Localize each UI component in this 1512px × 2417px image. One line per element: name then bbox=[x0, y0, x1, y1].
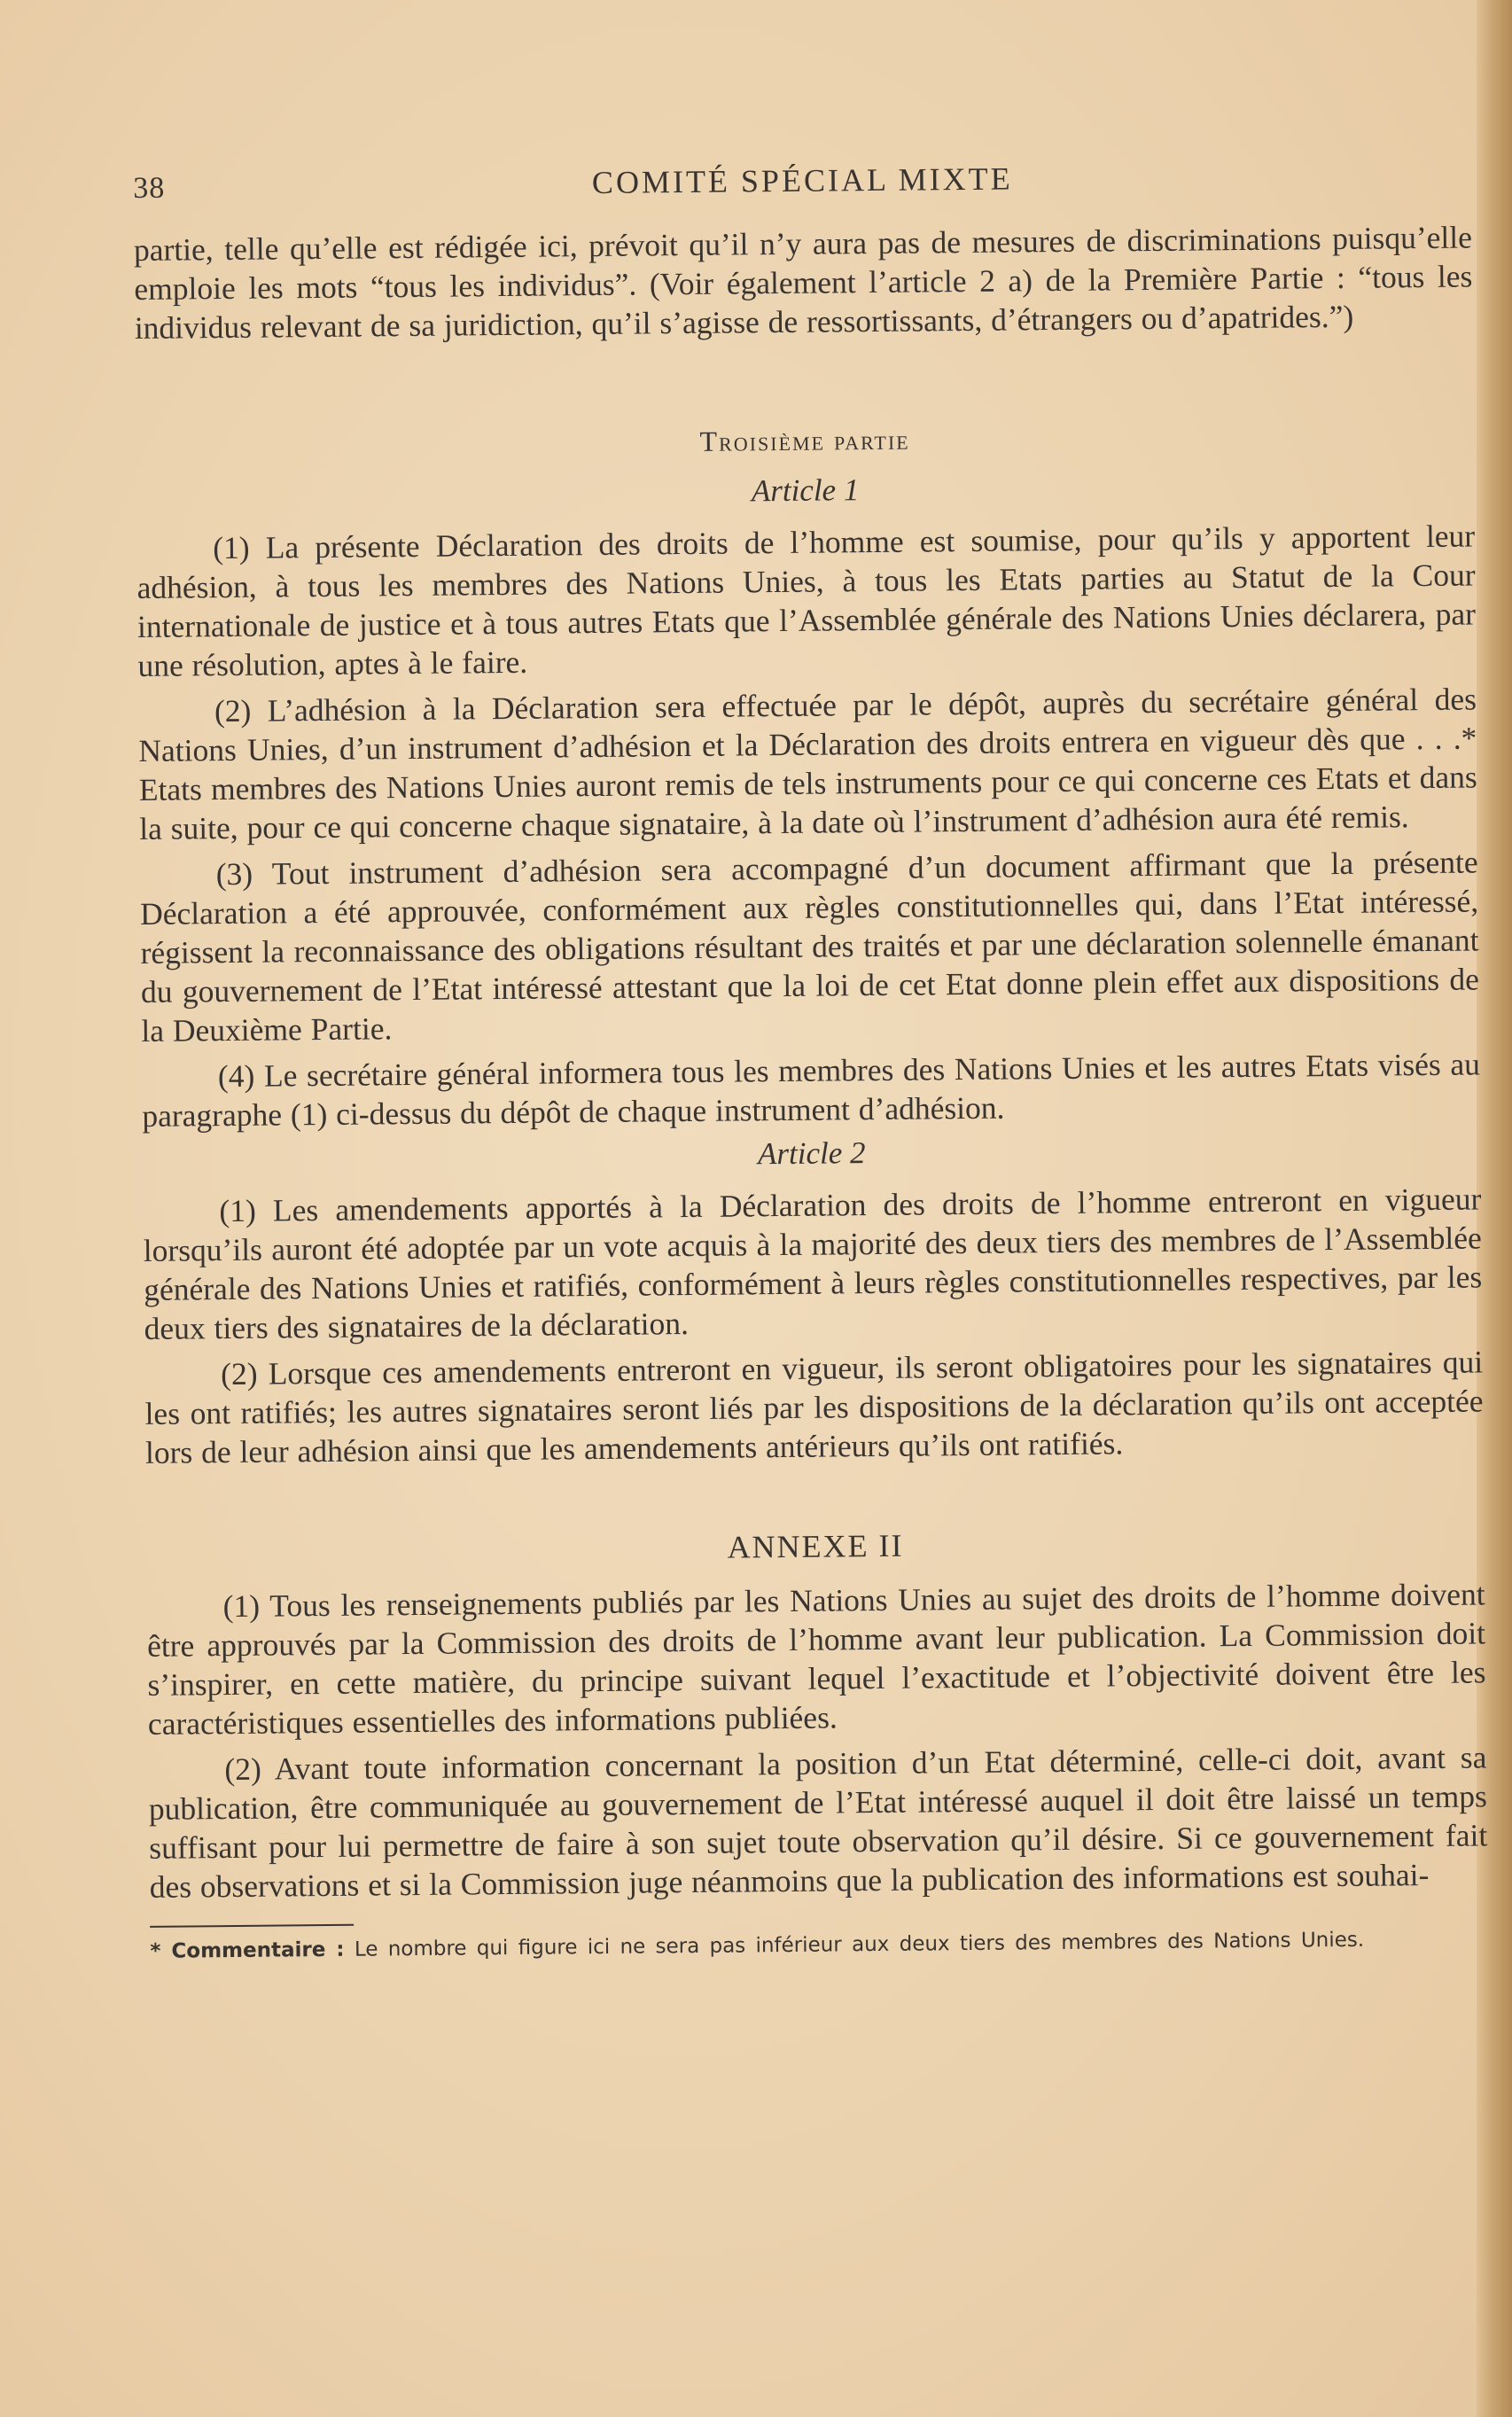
page-edge bbox=[1477, 0, 1512, 2417]
article-1-paragraph-4: (4) Le secrétaire général informera tous les membres des Nations Unies et les autres Etats visés au paragraphe (1) ci-dessus du dépôt de chaque instrument d’adhésion. bbox=[142, 1046, 1481, 1134]
article-2-paragraph-2: (2) Lorsque ces amendements entreront en vigueur, ils seront obligatoires pour les signataires qui les ont ratifiés; les autres signataires seront liés par les dispositions de la déclaration qu’ils ont acceptée lors de leur adhésion ainsi que les amendements antérieurs qu’ils ont ratifiés. bbox=[144, 1344, 1484, 1470]
running-title: COMITÉ SPÉCIAL MIXTE bbox=[591, 160, 1013, 201]
article-1-paragraph-3: (3) Tout instrument d’adhésion sera accompagné d’un document affirmant que la présente Déclaration a été approuvée, conformément aux règles constitutionnelles qui, dans l’Etat intéressé, régissent la reconnaissance des obligations résultant des traités et par une déclaration solennelle émanant du gouvernement de l’Etat intéressé attestant que la loi de cet Etat donne plein effet aux dispositions de la Deuxième Partie. bbox=[139, 844, 1480, 1049]
footnote-label: * Commentaire : bbox=[150, 1937, 345, 1963]
footnote bbox=[150, 1923, 1488, 1966]
printed-text-block bbox=[133, 147, 1489, 1967]
article-2-paragraph-1: (1) Les amendements apportés à la Déclaration des droits de l’homme entreront en vigueur lorsqu’ils auront été adoptée par un vote acquis à la majorité des deux tiers des membres de l’Assemblée générale des Nations Unies et ratifiés, conformément à leurs règles constitutionnelles respectives, par les deux tiers des signataires de la déclaration. bbox=[143, 1181, 1483, 1346]
footnote-text: Le nombre qui figure ici ne sera pas inférieur aux deux tiers des membres des Nations Unies. bbox=[354, 1928, 1365, 1961]
annex-2-paragraph-2: (2) Avant toute information concernant la position d’un Etat déterminé, celle-ci doit, avant sa publication, être communiquée au gouvernement de l’Etat intéressé auquel il doit être laissé un temps suffisant pour lui permettre de faire à son sujet toute observation qu’il désire. Si ce gouvernement fait des observations et si la Commission juge néanmoins que la publication des informations est souhai- bbox=[148, 1739, 1488, 1905]
article-1-paragraph-2: (2) L’adhésion à la Déclaration sera effectuée par le dépôt, auprès du secrétaire général des Nations Unies, d’un instrument d’adhésion et la Déclaration des droits entrera en vigueur dès que . . .* Etats membres des Nations Unies auront remis de tels instruments pour ce qui concerne ces Etats et dans la suite, pour ce qui concerne chaque signataire, à la date où l’instrument d’adhésion aura été remis. bbox=[138, 681, 1477, 846]
intro-paragraph: partie, telle qu’elle est rédigée ici, prévoit qu’il n’y aura pas de mesures de discriminations puisqu’elle emploie les mots “tous les individus”. (Voir également l’article 2 a) de la Première Partie : “tous les individus relevant de sa juridiction, qu’il s’agisse de ressortissants, d’étrangers ou d’apatrides.”) bbox=[133, 219, 1473, 346]
page-header bbox=[133, 147, 1472, 230]
page-number: 38 bbox=[133, 171, 166, 205]
part-three-heading: Troisième partie bbox=[699, 423, 910, 457]
footnote-rule bbox=[150, 1924, 354, 1928]
article-1-title: Article 1 bbox=[751, 472, 860, 509]
annex-two-heading: ANNEXE II bbox=[727, 1527, 904, 1565]
article-1-paragraph-1: (1) La présente Déclaration des droits de l’homme est soumise, pour qu’ils y apportent leur adhésion, à tous les membres des Nations Unies, à tous les Etats parties au Statut de la Cour internationale de justice et à tous autres Etats que l’Assemblée générale des Nations Unies déclarera, par une résolution, aptes à le faire. bbox=[136, 518, 1477, 683]
article-2-title: Article 2 bbox=[757, 1135, 866, 1172]
annex-2-paragraph-1: (1) Tous les renseignements publiés par les Nations Unies au sujet des droits de l’homme doivent être approuvés par la Commission des droits de l’homme avant leur publication. La Commission doit s’inspirer, en cette matière, du principe suivant lequel l’exactitude et l’objectivité doivent être les caractéristiques essentielles des informations publiées. bbox=[146, 1576, 1486, 1742]
